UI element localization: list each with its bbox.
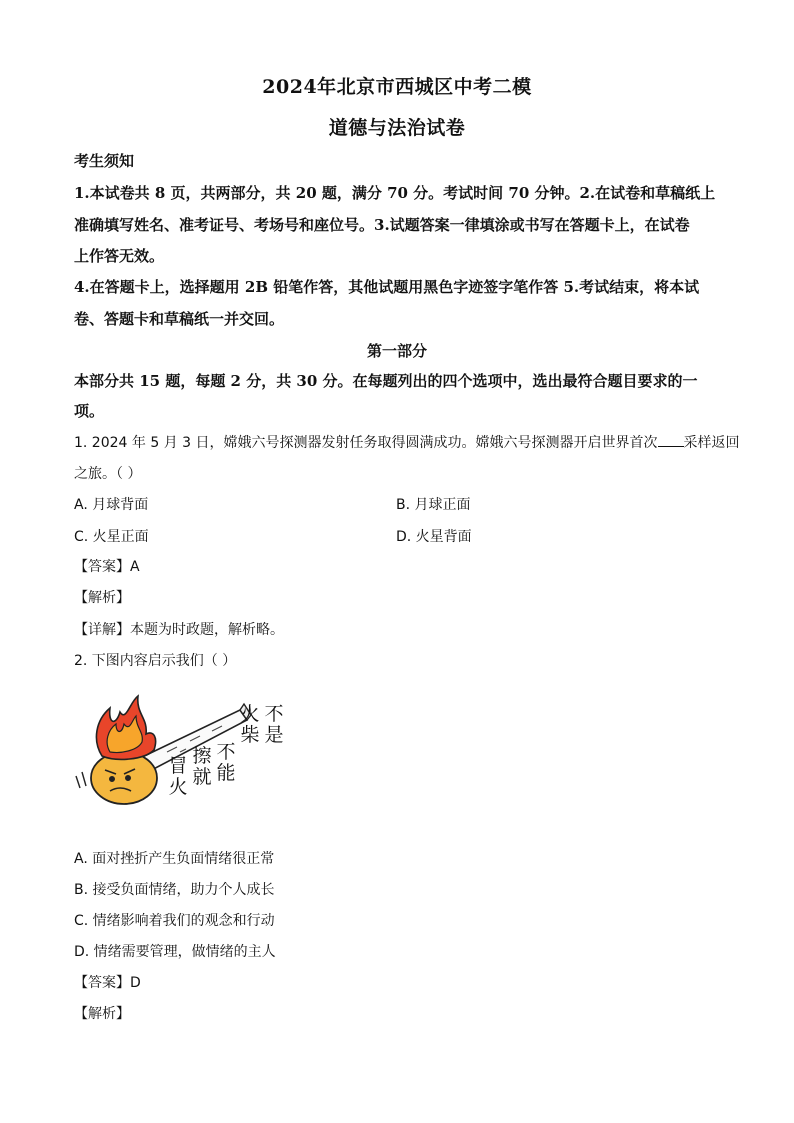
part-instructions-1: 本部分共 15 题，每题 2 分，共 30 分。在每题列出的四个选项中，选出最符合题目要求的一 xyxy=(74,372,698,390)
notice-line-5: 卷、答题卡和草稿纸一并交回。 xyxy=(74,310,285,328)
q2-analysis: 【解析】 xyxy=(74,1006,130,1022)
q2-stem: 2. 下图内容启示我们（ ） xyxy=(74,653,237,669)
q1-stem-before: 1. 2024 年 5 月 3 日，嫦娥六号探测器发射任务取得圆满成功。嫦娥六号探测器开启世界首次 xyxy=(74,435,658,451)
part-instructions-2: 项。 xyxy=(74,402,105,420)
motion-marks xyxy=(76,772,86,788)
exam-title: 2024年北京市西城区中考二模 xyxy=(262,76,532,98)
notice-line-4: 4.在答题卡上，选择题用 2B 铅笔作答，其他试题用黑色字迹签字笔作答 5.考试结束，将本试 xyxy=(74,278,700,296)
q2-option-a: A. 面对挫折产生负面情绪很正常 xyxy=(74,851,275,867)
cartoon-text-col-1: 不 是 xyxy=(264,703,284,746)
notice-heading: 考生须知 xyxy=(74,152,135,170)
q1-answer: 【答案】A xyxy=(74,559,140,575)
q1-analysis: 【解析】 xyxy=(74,590,130,606)
q1-stem-line1 xyxy=(74,432,740,452)
notice-line-1: 1.本试卷共 8 页，共两部分，共 20 题，满分 70 分。考试时间 70 分钟。2.在试卷和草稿纸上 xyxy=(74,184,716,202)
q1-option-d: D. 火星背面 xyxy=(396,529,472,545)
cartoon-text-col-4: 擦 就 xyxy=(192,745,212,788)
cartoon-text-col-3: 不 能 xyxy=(216,741,236,784)
q1-option-c: C. 火星正面 xyxy=(74,529,149,545)
q2-answer: 【答案】D xyxy=(74,975,141,991)
q1-stem-after: 采样返回 xyxy=(683,435,740,451)
q2-option-c: C. 情绪影响着我们的观念和行动 xyxy=(74,913,275,929)
q2-option-d: D. 情绪需要管理，做情绪的主人 xyxy=(74,944,276,960)
q1-blank xyxy=(658,434,684,447)
q1-detail: 【详解】本题为时政题，解析略。 xyxy=(74,622,284,638)
notice-line-3: 上作答无效。 xyxy=(74,247,165,265)
q1-option-a: A. 月球背面 xyxy=(74,497,149,513)
q1-stem-line2: 之旅。（ ） xyxy=(74,466,142,482)
part-heading: 第一部分 xyxy=(366,342,427,360)
notice-line-2: 准确填写姓名、准考证号、考场号和座位号。3.试题答案一律填涂或书写在答题卡上，在试卷 xyxy=(74,216,690,234)
cartoon-text-col-5: 冒 火 xyxy=(168,755,188,798)
cartoon-text-col-2: 火 柴 xyxy=(240,703,260,746)
exam-subtitle: 道德与法治试卷 xyxy=(328,117,466,139)
q2-option-b: B. 接受负面情绪，助力个人成长 xyxy=(74,882,275,898)
flame-icon xyxy=(96,696,155,759)
q1-option-b: B. 月球正面 xyxy=(396,497,471,513)
